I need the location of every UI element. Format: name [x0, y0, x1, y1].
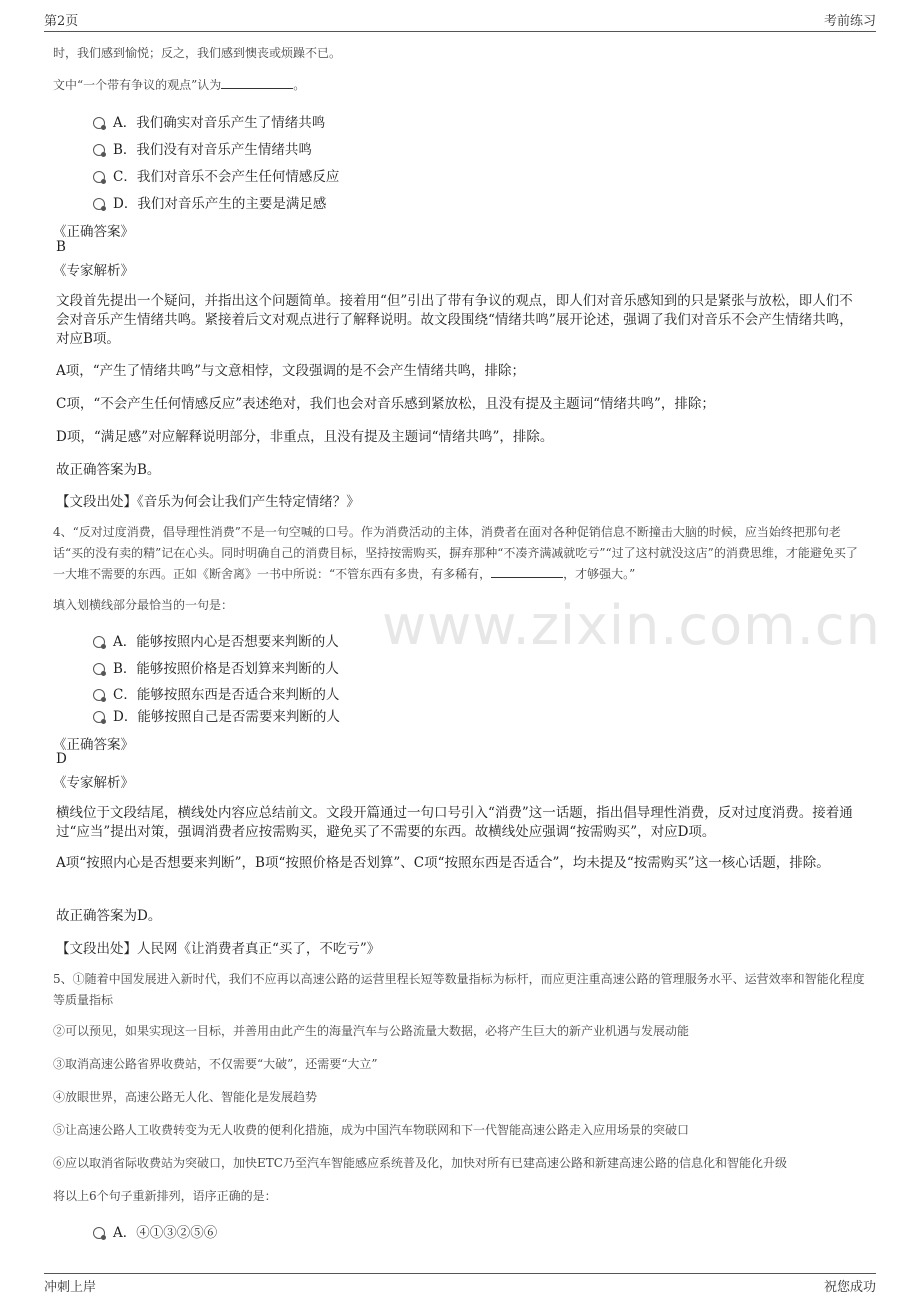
q4-option-d[interactable]: D．能够按照自己是否需要来判断的人 — [93, 705, 340, 725]
page-number: 第2页 — [44, 14, 79, 29]
q5-sentence-5: ⑤让高速公路人工收费转变为无人收费的便利化措施，成为中国汽车物联网和下一代智能高速公路走入应用场景的突破口 — [53, 1123, 690, 1137]
q3-answer: B — [56, 239, 66, 255]
radio-icon[interactable] — [93, 689, 105, 701]
q4-stem: 4、“反对过度消费，倡导理性消费”不是一句空喊的口号。作为消费活动的主体，消费者在面对各种促销信息不断撞击大脑的时候，应当始终把那句老话“买的没有卖的精”记在心头。同时明确自己的消费目标，坚持按需购买，摒弃那种“不凑齐满减就吃亏”“过了这村就没这店”的消费思维，才能避免买了一大堆不需要的东西。正如《断舍离》一书中所说：“不管东西有多贵，有多稀有， ，才够强大。” — [53, 525, 858, 581]
q3-answer-label: 《正确答案》 — [53, 224, 134, 240]
radio-icon[interactable] — [93, 1227, 105, 1239]
q3-source: 【文段出处】《音乐为何会让我们产生特定情绪？》 — [56, 494, 360, 510]
watermark: www.zixin.com.cn — [382, 594, 881, 657]
radio-icon[interactable] — [93, 117, 105, 129]
q5-sentence-2: ②可以预见，如果实现这一目标，并善用由此产生的海量汽车与公路流量大数据，必将产生巨大的新产业机遇与发展动能 — [53, 1024, 690, 1038]
radio-icon[interactable] — [93, 144, 105, 156]
q3-option-a[interactable]: A．我们确实对音乐产生了情绪共鸣 — [93, 111, 325, 131]
q3-option-b[interactable]: B．我们没有对音乐产生情绪共鸣 — [93, 138, 312, 158]
q5-sentence-4: ④放眼世界，高速公路无人化、智能化是发展趋势 — [53, 1090, 318, 1104]
radio-icon[interactable] — [93, 198, 105, 210]
q3-passage-tail: 时，我们感到愉悦；反之，我们感到懊丧或烦躁不已。 — [53, 46, 342, 60]
q5-sentence-3: ③取消高速公路省界收费站，不仅需要“大破”，还需要“大立” — [53, 1057, 378, 1071]
q4-answer-label: 《正确答案》 — [53, 737, 134, 753]
q4-analysis-para: 横线位于文段结尾，横线处内容应总结前文。文段开篇通过一句口号引入“消费”这一话题，指出倡导理性消费，反对过度消费。接着通过“应当”提出对策，强调消费者应按需购买，避免买了不需要的东西。故横线处应强调“按需购买”，对应D项。 — [56, 805, 853, 840]
radio-icon[interactable] — [93, 171, 105, 183]
q3-option-c[interactable]: C．我们对音乐不会产生任何情感反应 — [93, 165, 339, 185]
radio-icon[interactable] — [93, 636, 105, 648]
q4-option-b[interactable]: B．能够按照价格是否划算来判断的人 — [93, 657, 339, 677]
q3-analysis-a: A项，“产生了情绪共鸣”与文意相悖，文段强调的是不会产生情绪共鸣，排除； — [56, 363, 526, 379]
q5-option-a[interactable]: A．④①③②⑤⑥ — [93, 1221, 217, 1241]
q3-option-d[interactable]: D．我们对音乐产生的主要是满足感 — [93, 192, 326, 212]
q4-conclusion: 故正确答案为D。 — [56, 908, 162, 924]
q3-analysis-para: 文段首先提出一个疑问，并指出这个问题简单。接着用“但”引出了带有争议的观点，即人们对音乐感知到的只是紧张与放松，即人们不会对音乐产生情绪共鸣。紧接着后文对观点进行了解释说明。故文段围绕“情绪共鸣”展开论述，强调了我们对音乐不会产生情绪共鸣，对应B项。 — [56, 293, 853, 347]
q3-conclusion: 故正确答案为B。 — [56, 462, 161, 478]
q3-analysis-c: C项，“不会产生任何情感反应”表述绝对，我们也会对音乐感到紧放松，且没有提及主题词“情绪共鸣”，排除； — [56, 396, 715, 412]
radio-icon[interactable] — [93, 663, 105, 675]
q4-analysis-options: A项“按照内心是否想要来判断”，B项“按照价格是否划算”、C项“按照东西是否适合”，均未提及“按需购买”这一核心话题，排除。 — [56, 855, 830, 871]
q4-option-a[interactable]: A．能够按照内心是否想要来判断的人 — [93, 630, 339, 650]
q4-source: 【文段出处】人民网《让消费者真正“买了，不吃亏”》 — [56, 941, 381, 957]
fill-blank — [221, 76, 293, 89]
q5-sentence-6: ⑥应以取消省际收费站为突破口，加快ETC乃至汽车智能感应系统普及化，加快对所有已建高速公路和新建高速公路的信息化和智能化升级 — [53, 1156, 787, 1170]
q4-prompt: 填入划横线部分最恰当的一句是： — [53, 598, 234, 612]
q3-analysis-d: D项，“满足感”对应解释说明部分，非重点，且没有提及主题词“情绪共鸣”，排除。 — [56, 429, 554, 445]
radio-icon[interactable] — [93, 711, 105, 723]
fill-blank — [491, 565, 563, 578]
q5-prompt: 将以上6个句子重新排列，语序正确的是： — [53, 1189, 277, 1203]
q3-analysis-label: 《专家解析》 — [53, 263, 134, 279]
q4-option-c[interactable]: C．能够按照东西是否适合来判断的人 — [93, 683, 339, 703]
footer-right: 祝您成功 — [823, 1280, 876, 1295]
footer-left: 冲刺上岸 — [44, 1280, 97, 1295]
q4-answer: D — [56, 751, 67, 767]
q4-analysis-label: 《专家解析》 — [53, 775, 134, 791]
q5-sentence-1: 5、①随着中国发展进入新时代，我们不应再以高速公路的运营里程长短等数量指标为标杆，而应更注重高速公路的管理服务水平、运营效率和智能化程度等质量指标 — [53, 972, 865, 1007]
header-title: 考前练习 — [823, 14, 876, 29]
q3-stem: 文中“一个带有争议的观点”认为 。 — [53, 78, 306, 92]
page-footer — [44, 1273, 876, 1298]
page-header — [44, 10, 876, 32]
